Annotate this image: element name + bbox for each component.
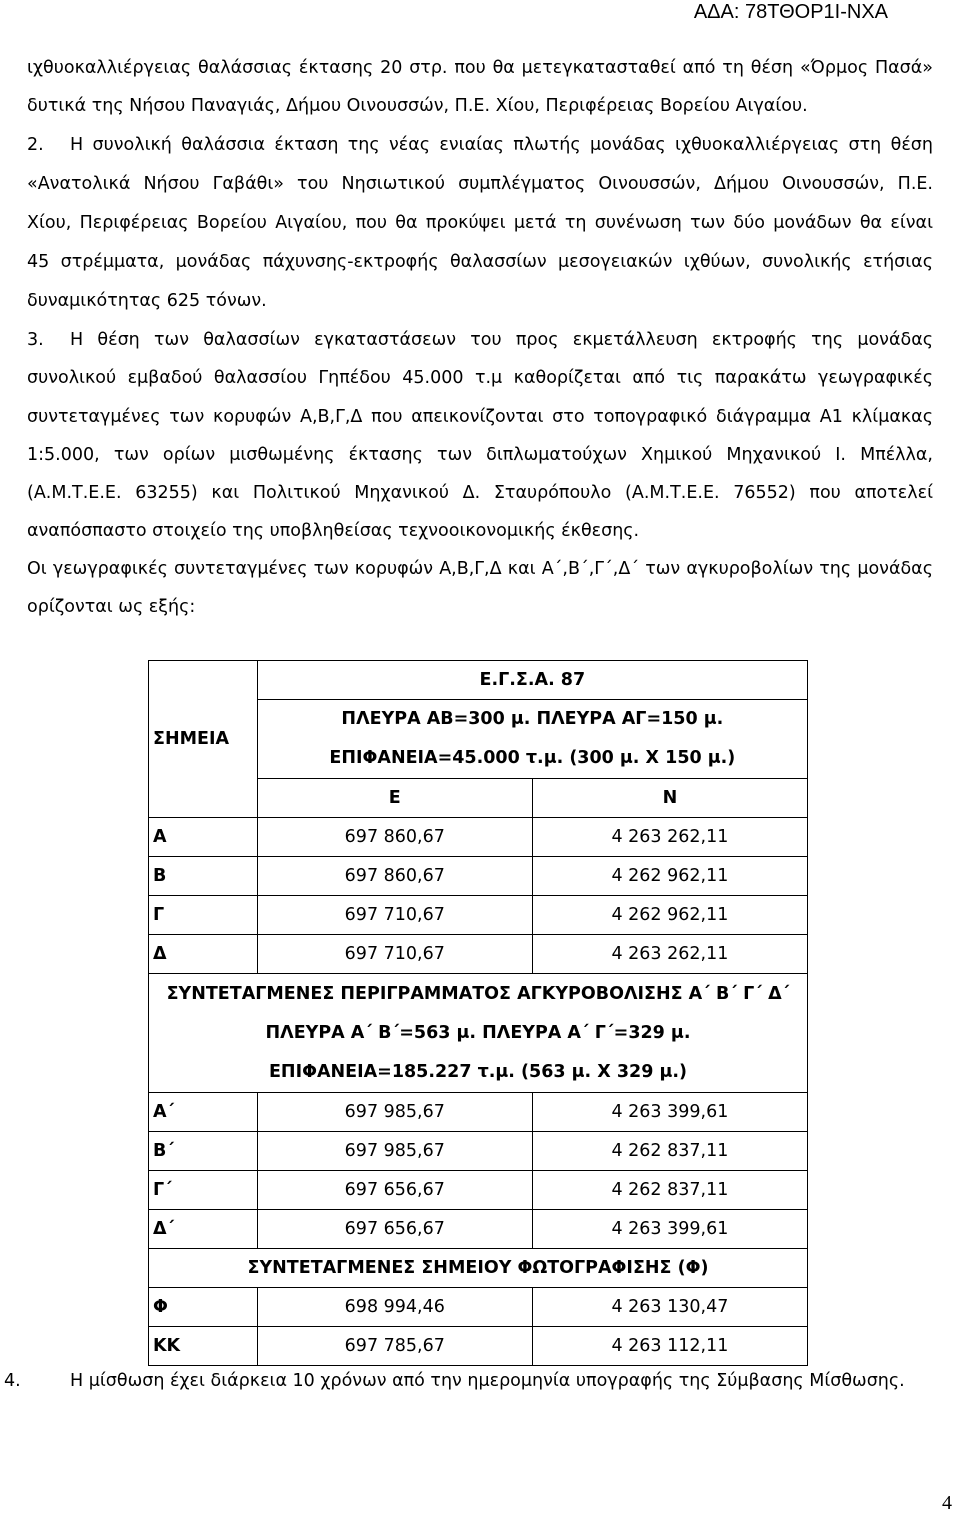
northing-value: 4 263 399,61 [532, 1093, 807, 1132]
para4-text: Η μίσθωση έχει διάρκεια 10 χρόνων από την ημερομηνία υπογραφής της Σύμβασης Μίσθωσης. [70, 1371, 905, 1391]
para3-line6: αναπόσπαστο στοιχείο της υποβληθείσας τεχνοοικονομικής έκθεσης. [27, 521, 640, 541]
point-label: Φ [149, 1288, 258, 1327]
point-label: Β΄ [149, 1132, 258, 1171]
anchoring-section-header [149, 974, 808, 1093]
para3-line8: ορίζονται ως εξής: [27, 597, 196, 617]
easting-value: 697 985,67 [257, 1093, 532, 1132]
para2-line3: Χίου, Περιφέρειας Βορείου Αιγαίου, που θα προκύψει μετά τη συνένωση των δύο μονάδων θα είναι [27, 213, 933, 233]
table-row [149, 1171, 808, 1210]
northing-value: 4 263 130,47 [532, 1288, 807, 1327]
ada-code: ΑΔΑ: 78ΤΘΟΡ1Ι-ΝΧΑ [693, 1, 888, 23]
table-row [149, 896, 808, 935]
para1-line1: ιχθυοκαλλιέργειας θαλάσσιας έκτασης 20 στρ. που θα μετεγκατασταθεί από τη θέση «Όρμος Πασά» [27, 58, 933, 78]
page-number: 4 [942, 1492, 952, 1514]
col-n-header: Ν [532, 779, 807, 818]
northing-value: 4 263 112,11 [532, 1327, 807, 1366]
coordinates-table [148, 660, 808, 1366]
table-row [149, 1210, 808, 1249]
photo-point-header: ΣΥΝΤΕΤΑΓΜΕΝΕΣ ΣΗΜΕΙΟΥ ΦΩΤΟΓΡΑΦΙΣΗΣ (Φ) [149, 1249, 808, 1288]
easting-value: 697 656,67 [257, 1171, 532, 1210]
area-text-2: ΕΠΙΦΑΝΕΙΑ=185.227 τ.μ. (563 μ. Χ 329 μ.) [268, 1061, 688, 1082]
table-row [149, 1132, 808, 1171]
point-label: Γ΄ [149, 1171, 258, 1210]
northing-value: 4 263 399,61 [532, 1210, 807, 1249]
photo-section-header [149, 1249, 808, 1288]
northing-value: 4 263 262,11 [532, 818, 807, 857]
para2-line5: δυναμικότητας 625 τόνων. [27, 291, 267, 311]
northing-value: 4 263 262,11 [532, 935, 807, 974]
table-row [149, 818, 808, 857]
easting-value: 698 994,46 [257, 1288, 532, 1327]
point-label: ΚΚ [149, 1327, 258, 1366]
table-header-row [149, 661, 808, 700]
col-e-header: Ε [257, 779, 532, 818]
sides-text-2: ΠΛΕΥΡΑ Α΄ Β΄=563 μ. ΠΛΕΥΡΑ Α΄ Γ΄=329 μ. [265, 1022, 691, 1043]
northing-value: 4 262 837,11 [532, 1132, 807, 1171]
point-label: Β [149, 857, 258, 896]
easting-value: 697 656,67 [257, 1210, 532, 1249]
easting-value: 697 860,67 [257, 857, 532, 896]
easting-value: 697 785,67 [257, 1327, 532, 1366]
table-row [149, 1288, 808, 1327]
anchoring-title: ΣΥΝΤΕΤΑΓΜΕΝΕΣ ΠΕΡΙΓΡΑΜΜΑΤΟΣ ΑΓΚΥΡΟΒΟΛΙΣΗΣ Α΄ Β΄ Γ΄ Δ΄ [166, 983, 790, 1004]
parcel-dimensions [257, 700, 807, 779]
easting-value: 697 985,67 [257, 1132, 532, 1171]
easting-value: 697 710,67 [257, 896, 532, 935]
table-row [149, 857, 808, 896]
para3-line5: (Α.Μ.Τ.Ε.Ε. 63255) και Πολιτικού Μηχανικού Δ. Σταυρόπουλο (Α.Μ.Τ.Ε.Ε. 76552) που αποτελεί [27, 483, 933, 503]
table-row [149, 935, 808, 974]
para1-line2: δυτικά της Νήσου Παναγιάς, Δήμου Οινουσσών, Π.Ε. Χίου, Περιφέρειας Βορείου Αιγαίου. [27, 96, 808, 116]
para3-line1: Η θέση των θαλασσίων εγκαταστάσεων του προς εκμετάλλευση εκτροφής της μονάδας [70, 330, 933, 350]
easting-value: 697 710,67 [257, 935, 532, 974]
northing-value: 4 262 962,11 [532, 857, 807, 896]
points-header: ΣΗΜΕΙΑ [149, 661, 258, 818]
point-label: Γ [149, 896, 258, 935]
point-label: Α΄ [149, 1093, 258, 1132]
para3-line3: συντεταγμένες των κορυφών Α,Β,Γ,Δ που απεικονίζονται στο τοπογραφικό διάγραμμα Α1 κλίμακας [27, 407, 933, 427]
point-label: Δ΄ [149, 1210, 258, 1249]
point-label: Α [149, 818, 258, 857]
para3-line4: 1:5.000, των ορίων μισθωμένης έκτασης των διπλωματούχων Χημικού Μηχανικού Ι. Μπέλλα, [27, 445, 933, 465]
para2-line2: «Ανατολικά Νήσου Γαβάθι» του Νησιωτικού συμπλέγματος Οινουσσών, Δήμου Οινουσσών, Π.Ε. [27, 174, 933, 194]
area-text-1: ΕΠΙΦΑΝΕΙΑ=45.000 τ.μ. (300 μ. Χ 150 μ.) [329, 748, 736, 768]
para3-line7: Οι γεωγραφικές συντεταγμένες των κορυφών Α,Β,Γ,Δ και Α΄,Β΄,Γ΄,Δ΄ των αγκυροβολίων της μονάδας [27, 559, 933, 579]
para4-number: 4. [4, 1371, 21, 1391]
table-row [149, 1327, 808, 1366]
northing-value: 4 262 962,11 [532, 896, 807, 935]
table-row [149, 1093, 808, 1132]
anchoring-header [149, 974, 808, 1093]
para2-number: 2. [27, 135, 44, 155]
para3-line2: συνολικού εμβαδού θαλασσίου Γηπέδου 45.000 τ.μ καθορίζεται από τις παρακάτω γεωγραφικές [27, 368, 933, 388]
para3-number: 3. [27, 330, 44, 350]
para2-line4: 45 στρέμματα, μονάδας πάχυνσης-εκτροφής θαλασσίων μεσογειακών ιχθύων, συνολικής ετήσιας [27, 252, 933, 272]
point-label: Δ [149, 935, 258, 974]
easting-value: 697 860,67 [257, 818, 532, 857]
sides-text-1: ΠΛΕΥΡΑ ΑΒ=300 μ. ΠΛΕΥΡΑ ΑΓ=150 μ. [341, 709, 724, 729]
datum-header: Ε.Γ.Σ.Α. 87 [257, 661, 807, 700]
northing-value: 4 262 837,11 [532, 1171, 807, 1210]
para2-line1: Η συνολική θαλάσσια έκταση της νέας ενιαίας πλωτής μονάδας ιχθυοκαλλιέργειας στη θέση [70, 135, 933, 155]
